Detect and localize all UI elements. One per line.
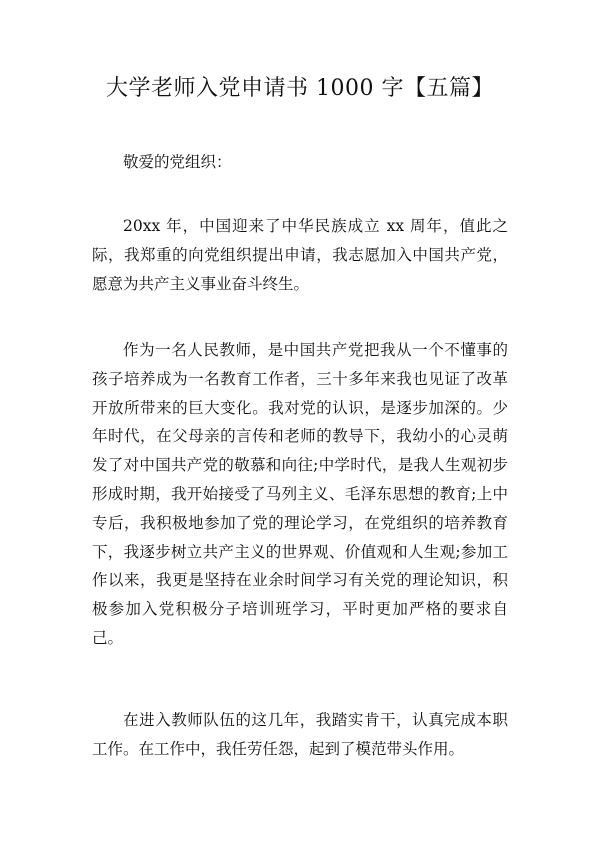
document-title: 大学老师入党申请书 1000 字【五篇】 [106, 76, 494, 101]
paragraph-1: 20xx 年，中国迎来了中华民族成立 xx 周年，值此之际，我郑重的向党组织提出申请，我志愿加入中国共产党，愿意为共产主义事业奋斗终生。 [92, 217, 508, 293]
paragraph-3: 在进入教师队伍的这几年，我踏实肯干，认真完成本职工作。在工作中，我任劳任怨，起到了模范带头作用。 [92, 711, 508, 758]
greeting-line: 敬爱的党组织： [123, 153, 232, 171]
paragraph-2: 作为一名人民教师，是中国共产党把我从一个不懂事的孩子培养成为一名教育工作者，三十多年来我也见证了改革开放所带来的巨大变化。我对党的认识，是逐步加深的。少年时代，在父母亲的言传和老师的教导下，我幼小的心灵萌发了对中国共产党的敬慕和向往;中学时代，是我人生观初步形成时期，我开始接受了马列主义、毛泽东思想的教育;上中专后，我积极地参加了党的理论学习，在党组织的培养教育下，我逐步树立共产主义的世界观、价值观和人生观;参加工作以来，我更是坚持在业余时间学习有关党的理论知识，积极参加入党积极分子培训班学习，平时更加严格的要求自己。 [92, 341, 508, 647]
